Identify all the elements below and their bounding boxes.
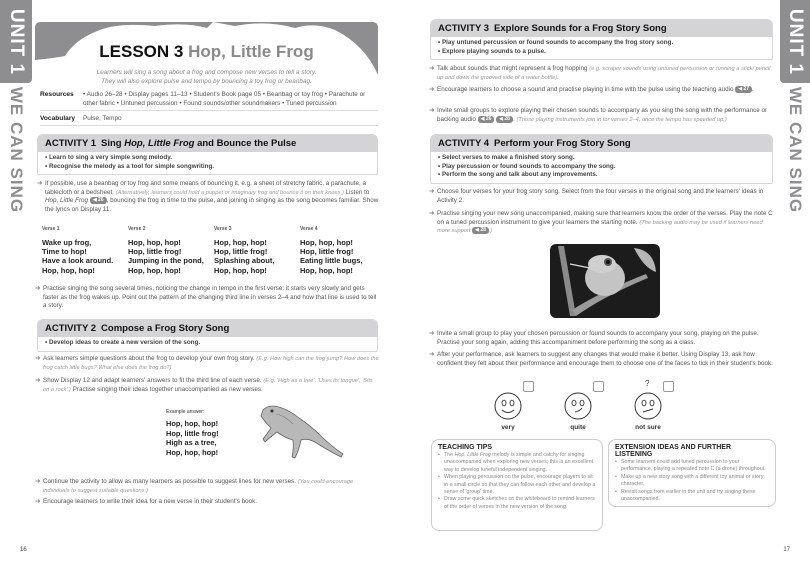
example-answer [166, 409, 219, 457]
text: Practise singing your new song unaccompanied, making sure that learners know the order of the verses. Play the note C on a tuned percussion instrument to give your learners the starting note. [437, 210, 773, 226]
unit-tab [780, 0, 810, 83]
instruction-paragraph [35, 478, 380, 495]
activity-3-header [431, 20, 772, 37]
objective: • Select verses to make a finished story song. [438, 154, 575, 161]
instruction-paragraph [429, 351, 777, 368]
lesson-intro [35, 68, 378, 86]
arrow-icon: ➔ [35, 498, 41, 505]
text: Show Display 12 and adapt learners' answers to fit the third line of each verse. [43, 377, 264, 384]
unsure-face-icon [633, 391, 663, 421]
text: The [444, 452, 455, 458]
vocabulary-label: Vocabulary [40, 115, 76, 122]
activity-objectives [431, 37, 772, 59]
example-line: Hop, little frog! [166, 428, 219, 438]
teaching-tips-box [431, 439, 603, 531]
unit-tab-label: UNIT 1 [6, 8, 27, 76]
verse-line: Splashing about, [214, 256, 275, 266]
text: Invite a small group to play your chosen percussion or found sounds to accompany your song, playing on the pulse. Practise your song again, adding this accompaniment before performing the song as a class. [437, 330, 759, 346]
example-line: High as a tree, [166, 438, 217, 448]
resources-label: Resources [40, 91, 74, 98]
arrow-icon: ➔ [37, 180, 43, 187]
page-number: 17 [783, 547, 790, 553]
right-page [405, 0, 810, 573]
activity-number: ACTIVITY 4 [438, 138, 490, 149]
unit-subtitle [0, 86, 32, 214]
audio-track-badge[interactable]: ◀ 26 [478, 116, 495, 123]
verse-line: Hop, hop, hop! [128, 265, 181, 275]
unit-tab-label: UNIT 1 [785, 8, 806, 76]
teaching-tips-title: TEACHING TIPS [438, 444, 493, 451]
resources-value: • Audio 26–28 • Display pages 11–13 • Student's Book page 05 • Beanbag or toy frog • Parachute or other fabric • Untuned percussion • Found sounds/other soundmakers • Tuned percussion [83, 91, 366, 107]
activity-2-header [38, 320, 377, 337]
vocabulary-value: Pulse, Tempo [83, 115, 122, 122]
text: Invite small groups to explore playing their chosen sounds to accompany as you sing the song with the performance or backing audio [437, 107, 768, 123]
tick-box-quite[interactable] [593, 381, 604, 392]
text: Encourage learners to write their idea for a new verse in their student's book. [43, 498, 258, 505]
unit-subtitle-label: WE CAN SING [786, 86, 805, 214]
jumping-frog-illustration [255, 402, 350, 462]
instruction-paragraph [35, 285, 380, 311]
verse [214, 226, 300, 275]
activity-objectives [431, 152, 772, 183]
activity-1-box [37, 134, 378, 175]
verse-line: Hop, little frog! [128, 247, 182, 257]
text: Encourage learners to choose a sound and practise playing in time with the pulse using the teaching audio [437, 86, 736, 94]
face-label: not sure [635, 424, 661, 431]
unit-subtitle-label: WE CAN SING [7, 86, 26, 214]
text: Ask learners simple questions about the frog to develop your own frog story. [43, 355, 257, 362]
arrow-icon: ➔ [429, 351, 435, 358]
activity-objectives [38, 337, 377, 351]
arrow-icon: ➔ [35, 285, 41, 292]
song-title: Hop, Little Frog [454, 452, 491, 458]
tip-item: • Draw some quick sketches on the whiteboard to remind learners of the order of verses in the new version of the song. [438, 496, 596, 511]
intro-line: They will also explore pulse and tempo by bouncing a toy frog or beanbag. [101, 78, 312, 85]
instruction-paragraph [429, 210, 777, 236]
objective: • Develop ideas to create a new version of the song. [45, 339, 201, 346]
unit-tab [0, 0, 32, 83]
activity-4-box [430, 134, 773, 184]
face-quite [563, 381, 623, 431]
verse-line: Jumping in the pond, [128, 256, 204, 266]
text: Talk about sounds that might represent a frog hopping [437, 65, 590, 72]
arrow-icon: ➔ [35, 478, 41, 485]
audio-track-badge[interactable]: ◀ 28 [496, 116, 513, 123]
text: Listen to [343, 188, 370, 196]
instruction-paragraph [429, 65, 777, 82]
tree-frog-photo [550, 244, 660, 318]
arrow-icon: ➔ [429, 210, 435, 217]
text: melody is simple and catchy for singing unaccompanied when exploring new verses; this is an excellent way to develop tuneful independent singing. [444, 452, 593, 473]
resources-row [40, 90, 378, 111]
objective: • Recognise the melody as a tool for simple songwriting. [45, 162, 215, 170]
verse-line: Hop, hop, hop! [300, 238, 353, 247]
arrow-icon: ➔ [35, 377, 41, 384]
face-label: quite [570, 424, 586, 431]
objective: • Learn to sing a very simple song melody. [45, 154, 173, 161]
activity-number: ACTIVITY 2 [45, 323, 97, 334]
activity-2-box [37, 319, 378, 352]
objective: • Explore playing sounds to a pulse. [438, 47, 546, 55]
text: , bouncing the frog in time to the pulse, and joining in singing as the song becomes familiar. Show the lyrics on Display 11. [45, 197, 379, 213]
activity-title: Compose a Frog Story Song [101, 323, 230, 334]
verse-line: Hop, hop, hop! [128, 238, 181, 247]
audio-track-badge[interactable]: ◀ 27 [735, 86, 752, 93]
instruction-paragraph: ➔ Invite small groups to explore playing their chosen sounds to accompany as you sing the song with the performance or backing audio ◀ 26 ◀ 28 . (Those playing instruments join in for verses 2–4, once the tempo has speeded up.) [429, 107, 768, 123]
note: .) [488, 228, 493, 235]
extension-item: • Make up a new story song with a different toy animal or story character. [615, 474, 769, 489]
audio-track-badge[interactable]: ◀ 26 [90, 197, 107, 204]
extension-item: • Revisit songs from earlier in the unit and try singing these unaccompanied. [615, 489, 769, 504]
verse-label: Verse 3 [214, 226, 232, 232]
note: (E.g. How high can the frog jump? How does the frog catch little bugs? What else does the frog do?) [43, 356, 379, 371]
verse [128, 226, 214, 275]
instruction-paragraph [429, 330, 777, 347]
note: (Those playing instruments join in for verses 2–4, once the tempo has speeded up.) [516, 116, 727, 123]
face-label: very [501, 424, 515, 431]
verse-label: Verse 2 [128, 226, 146, 232]
audio-number: 26 [98, 197, 104, 204]
verse-line: Time to hop! [42, 247, 87, 257]
verse-line: Hop, hop, hop! [214, 265, 267, 275]
example-line: Hop, hop, hop! [166, 419, 219, 428]
face-not-sure [633, 381, 693, 431]
text: Practise singing their ideas together unaccompanied as new verses. [70, 385, 263, 393]
verse-line: Hop, little frog! [214, 247, 268, 257]
activity-title: and Bounce the Pulse [194, 138, 297, 149]
tick-box-not-sure[interactable] [663, 381, 674, 392]
instruction-paragraph: ➔ Encourage learners to choose a sound and practise playing in time with the pulse using the teaching audio ◀ 27 . [429, 86, 754, 94]
text: If possible, use a beanbag or toy frog and some means of bouncing it, e.g. a sheet of stretchy fabric, a parachute, a tablecloth or a bedsheet. [45, 180, 366, 196]
activity-objectives [38, 152, 377, 174]
audio-track-badge[interactable]: ◀ 28 [472, 227, 489, 234]
activity-title: Explore Sounds for a Frog Story Song [494, 23, 667, 34]
activity-number: ACTIVITY 1 [45, 138, 97, 149]
activity-number: ACTIVITY 3 [438, 23, 490, 34]
text: After your performance, ask learners to suggest any changes that would make it better. Using Display 13, ask how confident they felt about their performance and encourage them to choose one of the faces to tick in their student's book. [437, 351, 773, 367]
verse-line: Hop, little frog! [300, 247, 354, 257]
activity-3-box [430, 19, 773, 60]
activity-1-header [38, 135, 377, 152]
verse-label: Verse 4 [300, 226, 318, 232]
verse [42, 226, 128, 275]
neutral-smile-face-icon [563, 391, 593, 421]
note: (E.g. 'High as a tree', 'Uses its tongue', 'Sits on a rock'.) [43, 378, 373, 393]
lesson-title [35, 42, 378, 62]
verse-line: Eating little bugs, [300, 256, 363, 266]
instruction-paragraph [35, 498, 380, 507]
verse-line: Have a look around. [42, 256, 114, 266]
note: (The backing audio may be used if learners need more support [437, 219, 763, 235]
note: (e.g. scraper sounds using untuned percussion or running a stick/ pencil up and down the grooved side of a water bottle). [437, 66, 771, 81]
example-label: Example answer: [166, 409, 205, 415]
happy-face-icon [493, 391, 523, 421]
verse [300, 226, 386, 275]
question-mark: ? [645, 379, 650, 388]
page-number: 16 [20, 547, 27, 553]
example-line: Hop, hop, hop! [166, 447, 219, 457]
face-very [493, 381, 553, 431]
instruction-paragraph [35, 355, 380, 372]
lesson-name: Hop, Little Frog [188, 42, 314, 61]
unit-subtitle [780, 86, 810, 214]
arrow-icon: ➔ [429, 107, 435, 114]
verse-line: Hop, hop, hop! [42, 265, 95, 275]
audio-number: 27 [743, 86, 750, 92]
activity-4-header [431, 135, 772, 152]
verse-line: Wake up frog, [42, 238, 92, 247]
tick-box-very[interactable] [523, 381, 534, 392]
tip-item: • When playing percussion on the pulse, encourage players to sit in a small circle so that they can follow each other and develop a sense of 'group' time. [438, 474, 596, 496]
song-title: Hop, Little Frog [45, 197, 89, 205]
arrow-icon: ➔ [429, 330, 435, 337]
audio-number: 26 [485, 115, 492, 122]
instruction-paragraph [37, 180, 380, 215]
instruction-paragraph [35, 377, 380, 394]
extension-item: • Some learners could add tuned percussion to your performance, playing a repeated note C (a drone) throughout. [615, 459, 769, 474]
teaching-tips-list [438, 452, 596, 511]
lesson-number: LESSON 3 [99, 42, 184, 61]
verse-line: Hop, hop, hop! [300, 265, 353, 275]
objective: • Play percussion or found sounds to accompany the song. [438, 162, 616, 170]
activity-title: Sing [101, 138, 125, 149]
arrow-icon: ➔ [429, 86, 435, 93]
extension-title: EXTENSION IDEAS AND FURTHER LISTENING [615, 444, 732, 458]
arrow-icon: ➔ [429, 65, 435, 72]
arrow-icon: ➔ [35, 355, 41, 362]
tip-item [438, 452, 596, 474]
activity-title-italic: Hop, Little Frog [124, 138, 195, 149]
extension-ideas-box [608, 439, 776, 507]
audio-number: 28 [480, 227, 486, 234]
extension-list [615, 459, 769, 503]
verse-label: Verse 1 [42, 226, 60, 232]
intro-line: Learners will sing a song about a frog and compose new verses to tell a story. [96, 69, 317, 76]
text: Choose four verses for your frog story song. Select from the four verses in the original song and the learners' ideas in Activity 2. [437, 188, 764, 204]
text: Continue the activity to allow as many learners as possible to suggest lines for new verses. [43, 478, 298, 485]
arrow-icon: ➔ [429, 188, 435, 195]
verse-line: Hop, hop, hop! [214, 238, 267, 247]
objective: • Perform the song and talk about any improvements. [438, 171, 598, 179]
objective: • Play untuned percussion or found sounds to accompany the frog story song. [438, 39, 674, 46]
note: (Alternatively, learners could hold a puppet or imaginary frog and bounce it on their knees.) [115, 189, 344, 196]
instruction-paragraph [429, 188, 777, 205]
audio-number: 28 [504, 115, 510, 122]
note: (You could encourage individuals to suggest suitable questions.) [43, 479, 354, 494]
text: Practise singing the song several times, noticing the change in tempo in the first verse: it starts very slowly and gets faster as the frog wakes up. Point out the pattern of the changing third line in verses 2–4 and how that line is used to tell a story. [43, 285, 377, 310]
activity-title: Perform your Frog Story Song [494, 138, 631, 149]
vocabulary-row [40, 114, 378, 126]
